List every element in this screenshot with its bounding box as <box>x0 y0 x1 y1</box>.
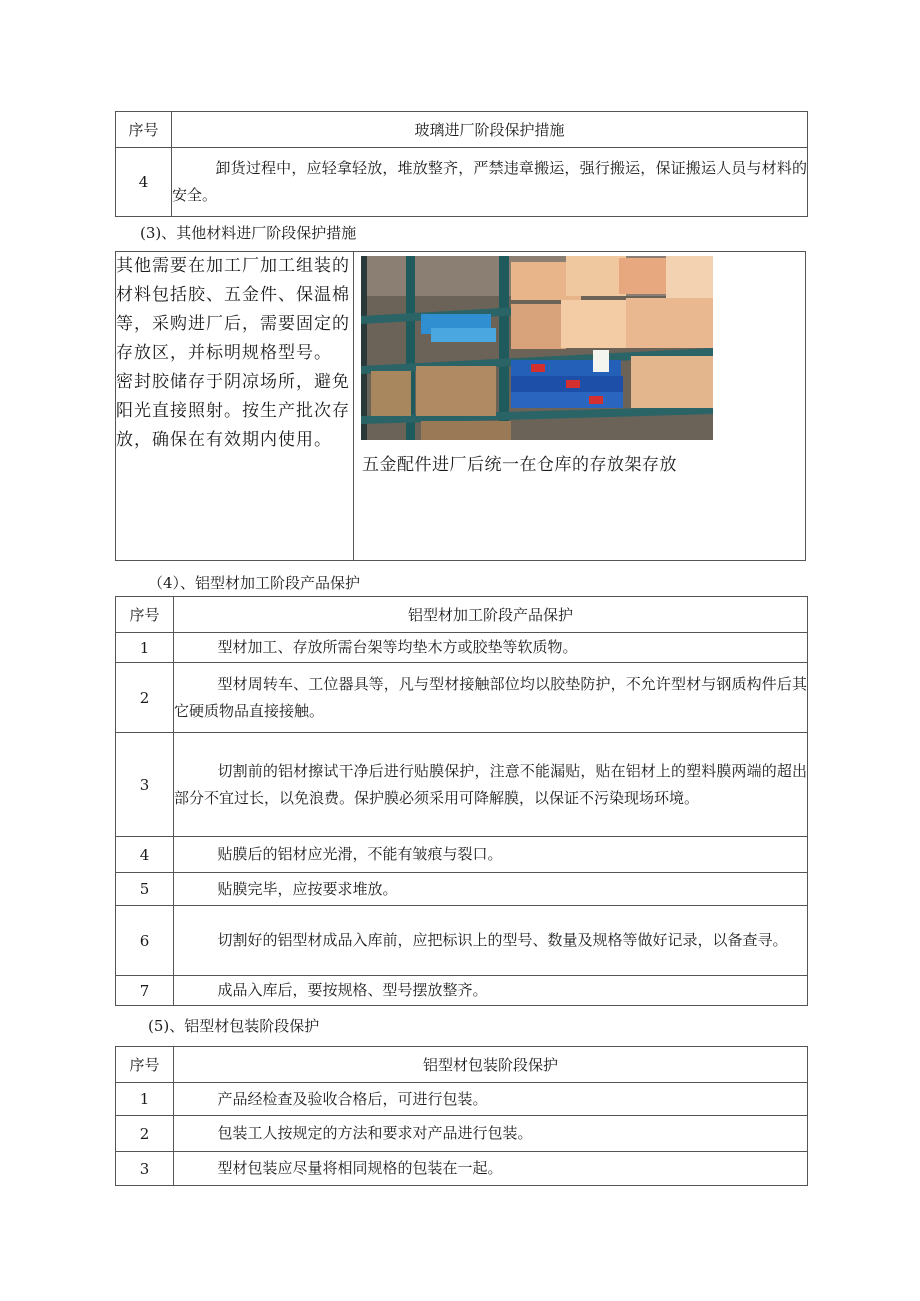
col-header-title: 铝型材加工阶段产品保护 <box>174 597 808 633</box>
table-row <box>116 1083 808 1116</box>
row-num: 4 <box>116 148 172 217</box>
row-num: 3 <box>116 1152 174 1186</box>
col-header-num: 序号 <box>116 112 172 148</box>
col-header-title: 铝型材包装阶段保护 <box>174 1047 808 1083</box>
row-num: 1 <box>116 1083 174 1116</box>
glass-protection-table <box>115 111 808 217</box>
row-num: 5 <box>116 873 174 906</box>
section5-heading: (5)、铝型材包装阶段保护 <box>148 1017 320 1035</box>
row-text: 型材包装应尽量将相同规格的包装在一起。 <box>217 1159 503 1177</box>
col-header-num: 序号 <box>116 1047 174 1083</box>
row-text: 贴膜完毕，应按要求堆放。 <box>217 879 398 898</box>
aluminum-packaging-table <box>115 1046 808 1186</box>
section3-heading: (3)、其他材料进厂阶段保护措施 <box>140 224 357 242</box>
table-row <box>116 1116 808 1152</box>
row-text: 产品经检查及验收合格后，可进行包装。 <box>217 1089 488 1108</box>
table-row <box>116 906 808 976</box>
row-num: 2 <box>116 1116 174 1152</box>
table-row <box>116 976 808 1006</box>
row-num: 1 <box>116 633 174 663</box>
row-text: 型材加工、存放所需台架等均垫木方或胶垫等软质物。 <box>217 638 578 656</box>
table-row <box>116 148 808 217</box>
row-num: 2 <box>116 663 174 733</box>
sealant-storage-text: 密封胶储存于阴凉场所，避免阳光直接照射。按生产批次存放，确保在有效期内使用。 <box>116 372 350 450</box>
col-header-num: 序号 <box>116 597 174 633</box>
aluminum-processing-table <box>115 596 808 1006</box>
row-num: 4 <box>116 837 174 873</box>
row-text: 贴膜后的铝材应光滑，不能有皱痕与裂口。 <box>217 845 503 863</box>
table-row <box>116 1152 808 1186</box>
section4-heading: （4）、铝型材加工阶段产品保护 <box>148 574 361 592</box>
row-num: 3 <box>116 733 174 837</box>
table-row <box>116 663 808 733</box>
row-text: 切割好的铝型材成品入库前，应把标识上的型号、数量及规格等做好记录，以备查寻。 <box>217 931 788 949</box>
col-header-title: 玻璃进厂阶段保护措施 <box>172 112 808 148</box>
row-num: 6 <box>116 906 174 976</box>
other-materials-text: 其他需要在加工厂加工组装的材料包括胶、五金件、保温棉等，采购进厂后，需要固定的存放区，并标明规格型号。 <box>116 256 350 363</box>
row-text: 切割前的铝材擦试干净后进行贴膜保护，注意不能漏贴，贴在铝材上的塑料膜两端的超出部分不宜过长，以免浪费。保护膜必须采用可降解膜，以保证不污染现场环境。 <box>174 761 807 807</box>
row-text: 卸货过程中，应轻拿轻放，堆放整齐，严禁违章搬运，强行搬运，保证搬运人员与材料的安全。 <box>172 159 807 204</box>
row-num: 7 <box>116 976 174 1006</box>
table-row <box>116 873 808 906</box>
warehouse-shelf-photo <box>361 256 713 440</box>
row-text: 包装工人按规定的方法和要求对产品进行包装。 <box>217 1124 533 1142</box>
table-row <box>116 633 808 663</box>
row-text: 成品入库后，要按规格、型号摆放整齐。 <box>217 981 488 999</box>
warehouse-shelf-illustration <box>361 256 713 440</box>
table-row <box>116 837 808 873</box>
row-text: 型材周转车、工位器具等，凡与型材接触部位均以胶垫防护，不允许型材与钢质构件后其它硬质物品直接接触。 <box>174 674 807 720</box>
photo-caption: 五金配件进厂后统一在仓库的存放架存放 <box>362 455 677 475</box>
table-row <box>116 733 808 837</box>
